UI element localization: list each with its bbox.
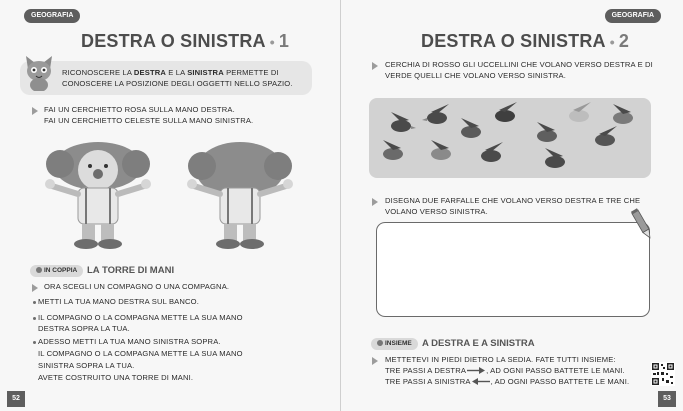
- arrow-left-icon: [472, 378, 490, 385]
- intro-line-2: CONOSCERE LA POSIZIONE DEGLI OGGETTI NELLO SPAZIO.: [62, 79, 293, 88]
- together-line-3-end: , AD OGNI PASSO BATTETE LE MANI.: [490, 377, 630, 386]
- together-line-3-start: TRE PASSI A SINISTRA: [385, 377, 471, 386]
- title-number: 1: [278, 31, 290, 51]
- page-title: [81, 31, 289, 52]
- step-1-line-1: METTI LA TUA MANO DESTRA SUL BANCO.: [38, 297, 199, 306]
- qr-code-icon[interactable]: [651, 362, 675, 386]
- step-3-line-1: ADESSO METTI LA TUA MANO SINISTRA SOPRA.: [38, 337, 221, 346]
- instruction-line-1: FAI UN CERCHIETTO ROSA SULLA MANO DESTRA.: [44, 105, 235, 114]
- arrow-right-icon: [32, 284, 38, 292]
- clown-illustration-left: [38, 136, 158, 252]
- step-3-line-3: SINISTRA SOPRA LA TUA.: [38, 361, 135, 370]
- step-2-line-2: DESTRA SOPRA LA TUA.: [38, 324, 130, 333]
- title-text: DESTRA O SINISTRA: [421, 31, 606, 51]
- birds-instruction-line-2: VERDE QUELLI CHE VOLANO VERSO SINISTRA.: [385, 71, 566, 80]
- instruction-line-2: FAI UN CERCHIETTO CELESTE SULLA MANO SINISTRA.: [44, 116, 254, 125]
- arrow-right-icon: [372, 62, 378, 70]
- together-line-1: METTETEVI IN PIEDI DIETRO LA SEDIA. FATE TUTTI INSIEME:: [385, 355, 616, 364]
- pair-badge: [30, 265, 83, 277]
- left-page: [0, 0, 341, 411]
- together-badge: [371, 338, 418, 350]
- subject-tab: GEOGRAFIA: [24, 9, 80, 23]
- step-3-line-2: IL COMPAGNO O LA COMPAGNA METTE LA SUA MANO: [38, 349, 243, 358]
- group-icon: [377, 340, 383, 346]
- step-2-line-1: IL COMPAGNO O LA COMPAGNA METTE LA SUA MANO: [38, 313, 243, 322]
- intro-text: RICONOSCERE LA: [62, 68, 134, 77]
- pencil-icon: [631, 208, 653, 242]
- page-number: 52: [7, 391, 25, 407]
- bullet: [33, 341, 36, 344]
- drawing-area[interactable]: [376, 222, 650, 317]
- arrow-right-icon: [32, 107, 38, 115]
- pair-intro: ORA SCEGLI UN COMPAGNO O UNA COMPAGNA.: [44, 282, 230, 291]
- page-title: [421, 31, 629, 52]
- people-icon: [36, 267, 42, 273]
- intro-line-1: [62, 68, 279, 79]
- intro-sinistra: SINISTRA: [187, 68, 224, 77]
- intro-text: E LA: [166, 68, 188, 77]
- together-title: A DESTRA E A SINISTRA: [422, 338, 535, 349]
- pair-badge-label: IN COPPIA: [44, 267, 78, 274]
- intro-text: PERMETTE DI: [223, 68, 279, 77]
- pair-title: LA TORRE DI MANI: [87, 265, 175, 276]
- arrow-right-icon: [372, 198, 378, 206]
- subject-tab: GEOGRAFIA: [605, 9, 661, 23]
- title-number: 2: [618, 31, 630, 51]
- together-line-2: [385, 366, 625, 377]
- together-line-3: [385, 377, 629, 388]
- bullet: [33, 317, 36, 320]
- birds-illustration: [369, 98, 651, 178]
- cat-icon: [22, 53, 56, 91]
- together-line-2-start: TRE PASSI A DESTRA: [385, 366, 467, 375]
- arrow-right-icon: [467, 367, 485, 374]
- birds-instruction-line-1: CERCHIA DI ROSSO GLI UCCELLINI CHE VOLANO VERSO DESTRA E DI: [385, 60, 653, 69]
- intro-destra: DESTRA: [133, 68, 167, 77]
- bullet: [33, 301, 36, 304]
- together-badge-label: INSIEME: [385, 340, 412, 347]
- right-page: [341, 0, 683, 411]
- title-separator: •: [269, 34, 275, 50]
- butterflies-instruction-line-2: VOLANO VERSO SINISTRA.: [385, 207, 488, 216]
- arrow-right-icon: [372, 357, 378, 365]
- clown-illustration-right: [180, 136, 300, 252]
- together-line-2-end: , AD OGNI PASSO BATTETE LE MANI.: [486, 366, 625, 375]
- title-text: DESTRA O SINISTRA: [81, 31, 266, 51]
- butterflies-instruction-line-1: DISEGNA DUE FARFALLE CHE VOLANO VERSO DESTRA E TRE CHE: [385, 196, 641, 205]
- title-separator: •: [609, 34, 615, 50]
- step-3-line-4: AVETE COSTRUITO UNA TORRE DI MANI.: [38, 373, 194, 382]
- page-number: 53: [658, 391, 676, 407]
